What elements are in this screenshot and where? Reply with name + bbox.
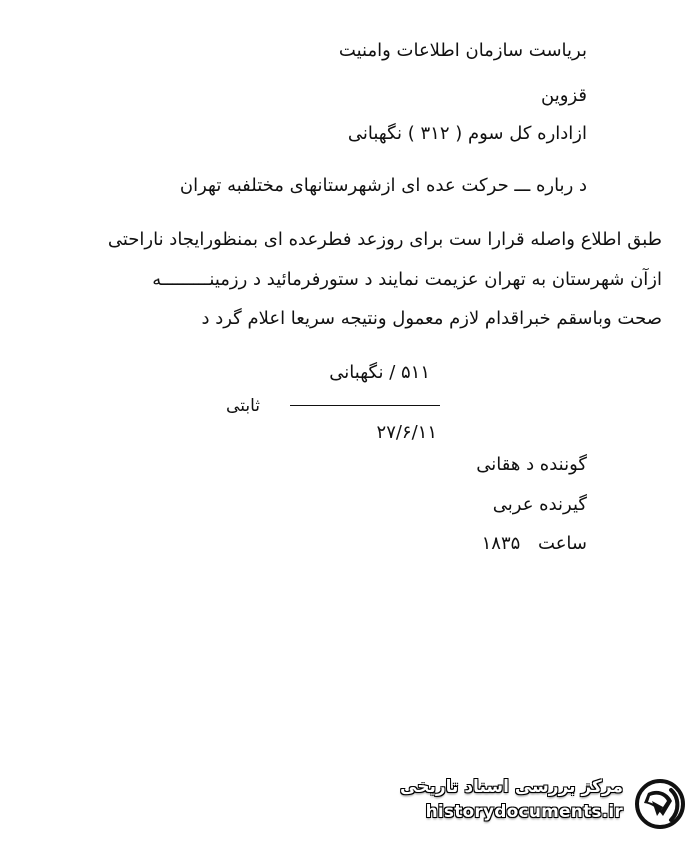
- time-value: ۱۸۳۵: [481, 533, 521, 554]
- watermark-title: مرکز بررسی اسناد تاریخی: [400, 777, 623, 797]
- body-line-3: صحت وباسقم خبراقدام لازم معمول ونتیجه سریعا اعلام گرد د: [201, 308, 662, 329]
- sender-line: ازاداره کل سوم ( ۳۱۲ ) نگهبانی: [347, 123, 587, 144]
- subject-line: د رباره ـــ حرکت عده ای ازشهرستانهای مختلفبه تهران: [179, 175, 587, 196]
- document-date: ۲۷/۶/۱۱: [376, 422, 437, 443]
- reference-number: ۵۱۱ / نگهبانی: [329, 362, 430, 383]
- recipient-line: بریاست سازمان اطلاعات وامنیت: [338, 40, 587, 61]
- signatory-name: ثابتی: [226, 396, 260, 416]
- city-line: قزوین: [541, 85, 587, 106]
- body-line-2: ازآن شهرستان به تهران عزیمت نمایند د ستورفرمائید د رزمینـــــــــه: [152, 269, 662, 290]
- document-archive-logo-icon: [632, 777, 688, 831]
- watermark: [400, 777, 688, 829]
- signature-line: [290, 405, 440, 406]
- recipient-name: گوننده د هقانی: [476, 454, 587, 475]
- receiver-name: گیرنده عربی: [492, 494, 587, 515]
- time-stamp: [482, 535, 587, 553]
- body-line-1: طبق اطلاع واصله قرارا ست برای روزعد فطرعده ای بمنظورایجاد ناراحتی: [107, 229, 662, 250]
- time-label: ساعت: [538, 533, 587, 554]
- watermark-url: historydocuments.ir: [425, 802, 623, 822]
